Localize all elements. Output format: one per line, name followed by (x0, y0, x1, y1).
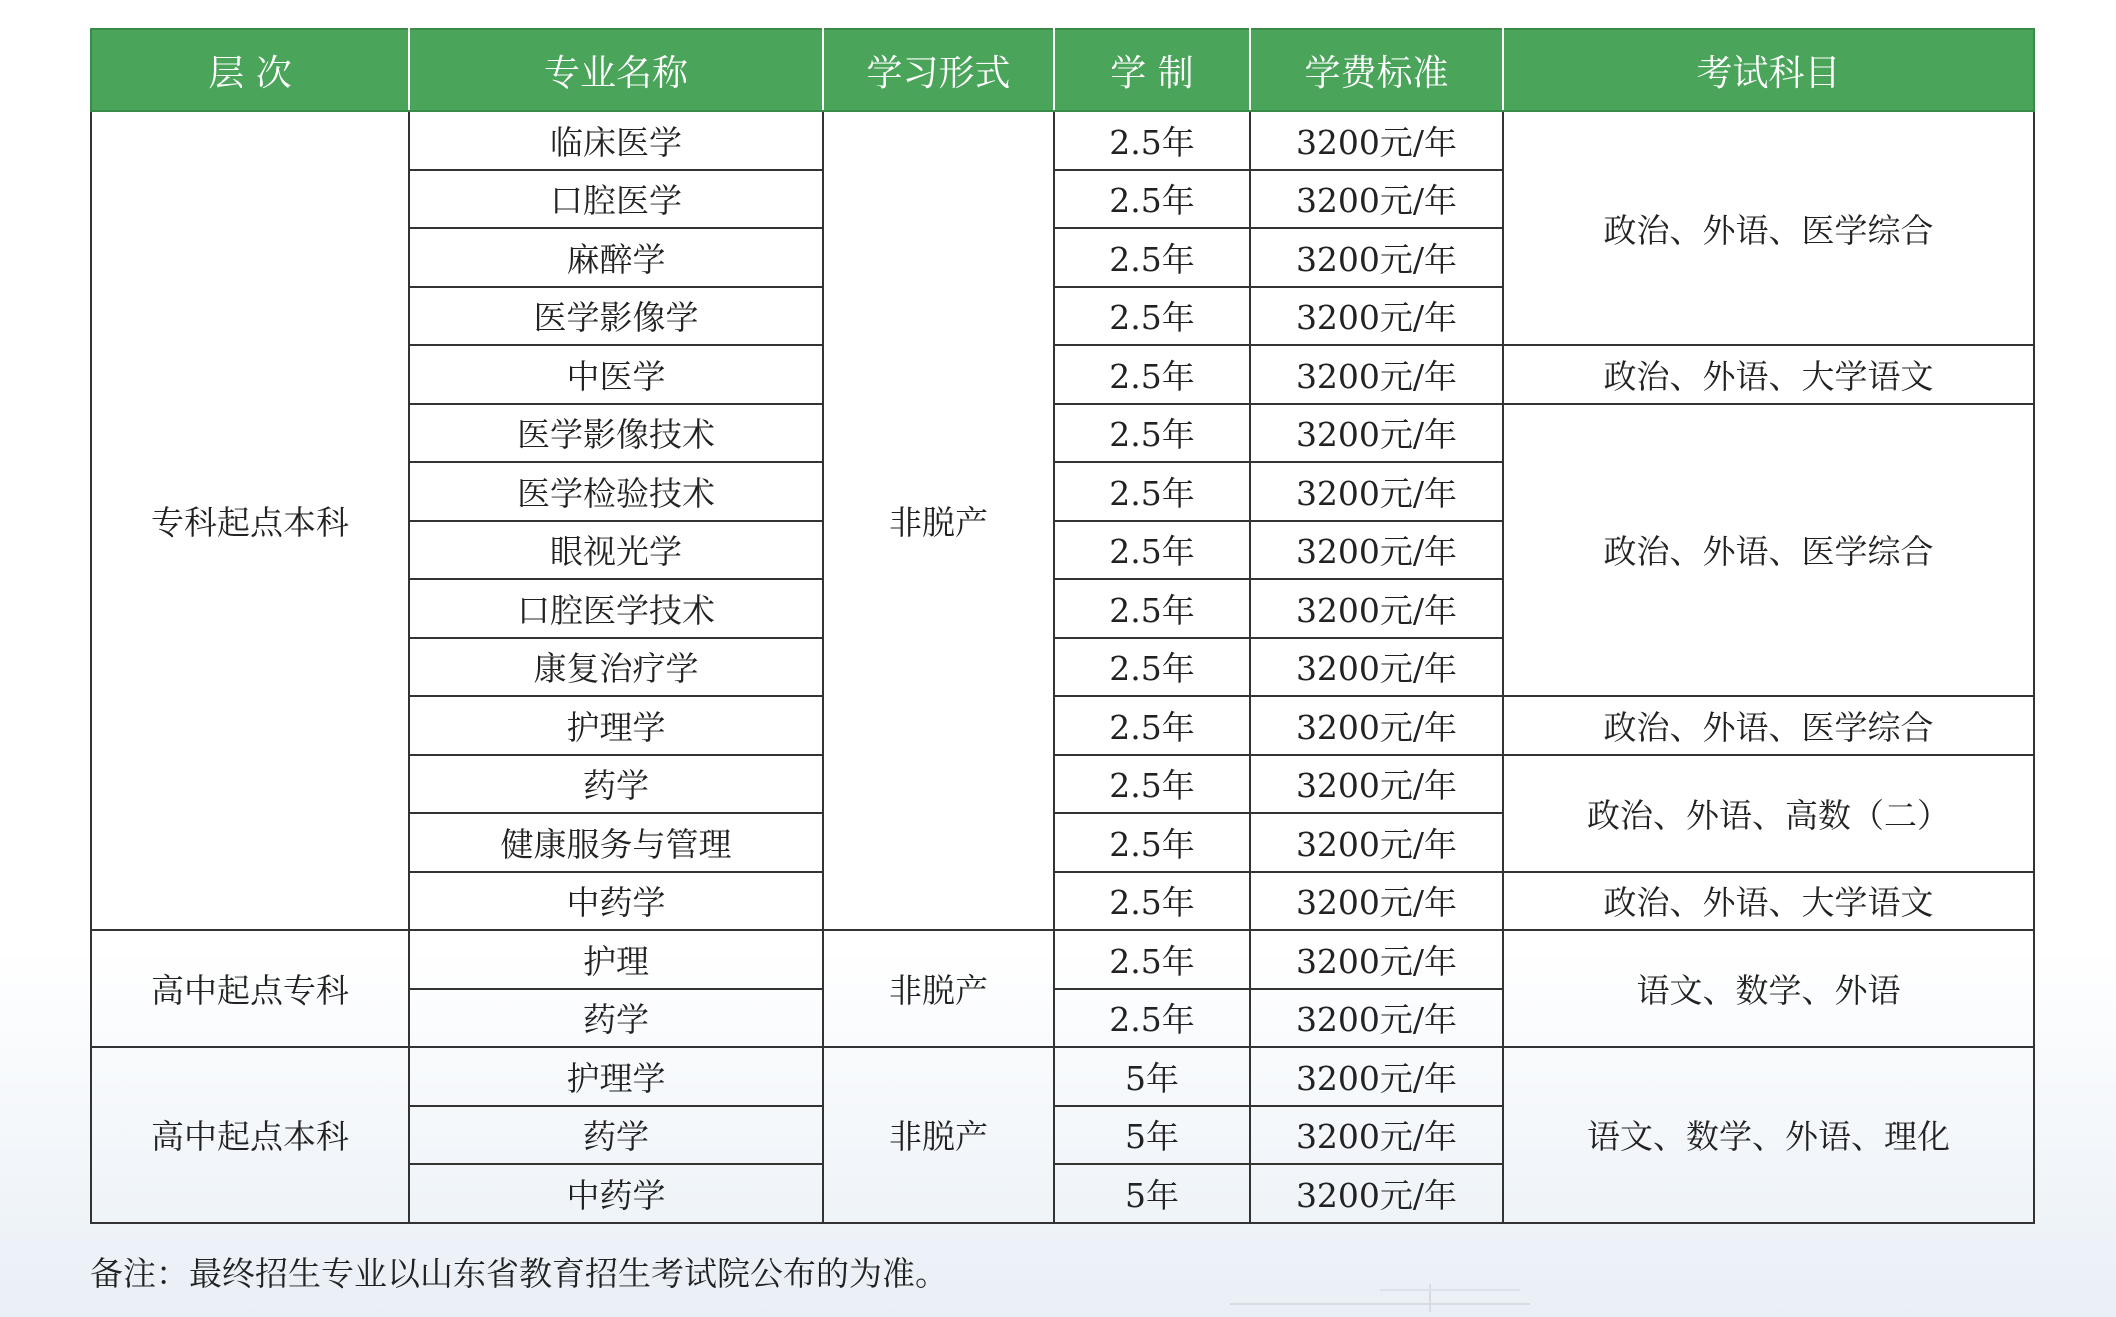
major-cell: 药学 (409, 755, 823, 814)
major-cell: 中医学 (409, 345, 823, 404)
major-cell: 眼视光学 (409, 521, 823, 580)
level-cell: 高中起点本科 (91, 1047, 409, 1223)
tuition-cell: 3200元/年 (1250, 872, 1503, 931)
major-cell: 口腔医学技术 (409, 579, 823, 638)
exam-subjects-cell: 政治、外语、大学语文 (1503, 872, 2034, 931)
major-cell: 中药学 (409, 1164, 823, 1223)
major-cell: 护理 (409, 930, 823, 989)
tuition-cell: 3200元/年 (1250, 579, 1503, 638)
duration-cell: 2.5年 (1054, 345, 1250, 404)
duration-cell: 2.5年 (1054, 170, 1250, 229)
study-mode-cell: 非脱产 (823, 111, 1054, 930)
tuition-cell: 3200元/年 (1250, 755, 1503, 814)
table-row (91, 1047, 2034, 1106)
duration-cell: 5年 (1054, 1164, 1250, 1223)
tuition-cell: 3200元/年 (1250, 989, 1503, 1048)
duration-cell: 5年 (1054, 1106, 1250, 1165)
study-mode-cell: 非脱产 (823, 930, 1054, 1047)
exam-subjects-cell: 政治、外语、医学综合 (1503, 696, 2034, 755)
study-mode-cell: 非脱产 (823, 1047, 1054, 1223)
header-level: 层 次 (91, 29, 409, 111)
tuition-cell: 3200元/年 (1250, 170, 1503, 229)
level-cell: 专科起点本科 (91, 111, 409, 930)
tuition-cell: 3200元/年 (1250, 930, 1503, 989)
exam-subjects-cell: 政治、外语、医学综合 (1503, 111, 2034, 345)
tuition-cell: 3200元/年 (1250, 228, 1503, 287)
admission-table (90, 28, 2035, 1224)
duration-cell: 2.5年 (1054, 521, 1250, 580)
tuition-cell: 3200元/年 (1250, 638, 1503, 697)
major-cell: 医学检验技术 (409, 462, 823, 521)
header-tuition: 学费标准 (1250, 29, 1503, 111)
duration-cell: 2.5年 (1054, 462, 1250, 521)
exam-subjects-cell: 政治、外语、高数（二） (1503, 755, 2034, 872)
table-body (91, 111, 2034, 1223)
footnote: 备注：最终招生专业以山东省教育招生考试院公布的为准。 (90, 1254, 948, 1293)
crane-decoration (1230, 1282, 1530, 1312)
major-cell: 医学影像技术 (409, 404, 823, 463)
duration-cell: 2.5年 (1054, 872, 1250, 931)
tuition-cell: 3200元/年 (1250, 111, 1503, 170)
header-exam-subjects: 考试科目 (1503, 29, 2034, 111)
duration-cell: 2.5年 (1054, 638, 1250, 697)
tuition-cell: 3200元/年 (1250, 404, 1503, 463)
header-duration: 学 制 (1054, 29, 1250, 111)
duration-cell: 2.5年 (1054, 228, 1250, 287)
duration-cell: 2.5年 (1054, 930, 1250, 989)
duration-cell: 2.5年 (1054, 579, 1250, 638)
tuition-cell: 3200元/年 (1250, 1164, 1503, 1223)
table-row (91, 111, 2034, 170)
tuition-cell: 3200元/年 (1250, 1106, 1503, 1165)
table-row (91, 930, 2034, 989)
duration-cell: 5年 (1054, 1047, 1250, 1106)
tuition-cell: 3200元/年 (1250, 462, 1503, 521)
major-cell: 临床医学 (409, 111, 823, 170)
duration-cell: 2.5年 (1054, 755, 1250, 814)
tuition-cell: 3200元/年 (1250, 1047, 1503, 1106)
duration-cell: 2.5年 (1054, 404, 1250, 463)
major-cell: 麻醉学 (409, 228, 823, 287)
duration-cell: 2.5年 (1054, 813, 1250, 872)
major-cell: 康复治疗学 (409, 638, 823, 697)
table-header (91, 29, 2034, 111)
tuition-cell: 3200元/年 (1250, 345, 1503, 404)
major-cell: 健康服务与管理 (409, 813, 823, 872)
tuition-cell: 3200元/年 (1250, 521, 1503, 580)
exam-subjects-cell: 政治、外语、大学语文 (1503, 345, 2034, 404)
duration-cell: 2.5年 (1054, 696, 1250, 755)
major-cell: 药学 (409, 1106, 823, 1165)
major-cell: 口腔医学 (409, 170, 823, 229)
header-major: 专业名称 (409, 29, 823, 111)
tuition-cell: 3200元/年 (1250, 813, 1503, 872)
major-cell: 中药学 (409, 872, 823, 931)
tuition-cell: 3200元/年 (1250, 287, 1503, 346)
duration-cell: 2.5年 (1054, 989, 1250, 1048)
exam-subjects-cell: 语文、数学、外语、理化 (1503, 1047, 2034, 1223)
level-cell: 高中起点专科 (91, 930, 409, 1047)
header-study-mode: 学习形式 (823, 29, 1054, 111)
major-cell: 医学影像学 (409, 287, 823, 346)
duration-cell: 2.5年 (1054, 111, 1250, 170)
duration-cell: 2.5年 (1054, 287, 1250, 346)
tuition-cell: 3200元/年 (1250, 696, 1503, 755)
exam-subjects-cell: 语文、数学、外语 (1503, 930, 2034, 1047)
major-cell: 护理学 (409, 696, 823, 755)
exam-subjects-cell: 政治、外语、医学综合 (1503, 404, 2034, 697)
major-cell: 药学 (409, 989, 823, 1048)
major-cell: 护理学 (409, 1047, 823, 1106)
